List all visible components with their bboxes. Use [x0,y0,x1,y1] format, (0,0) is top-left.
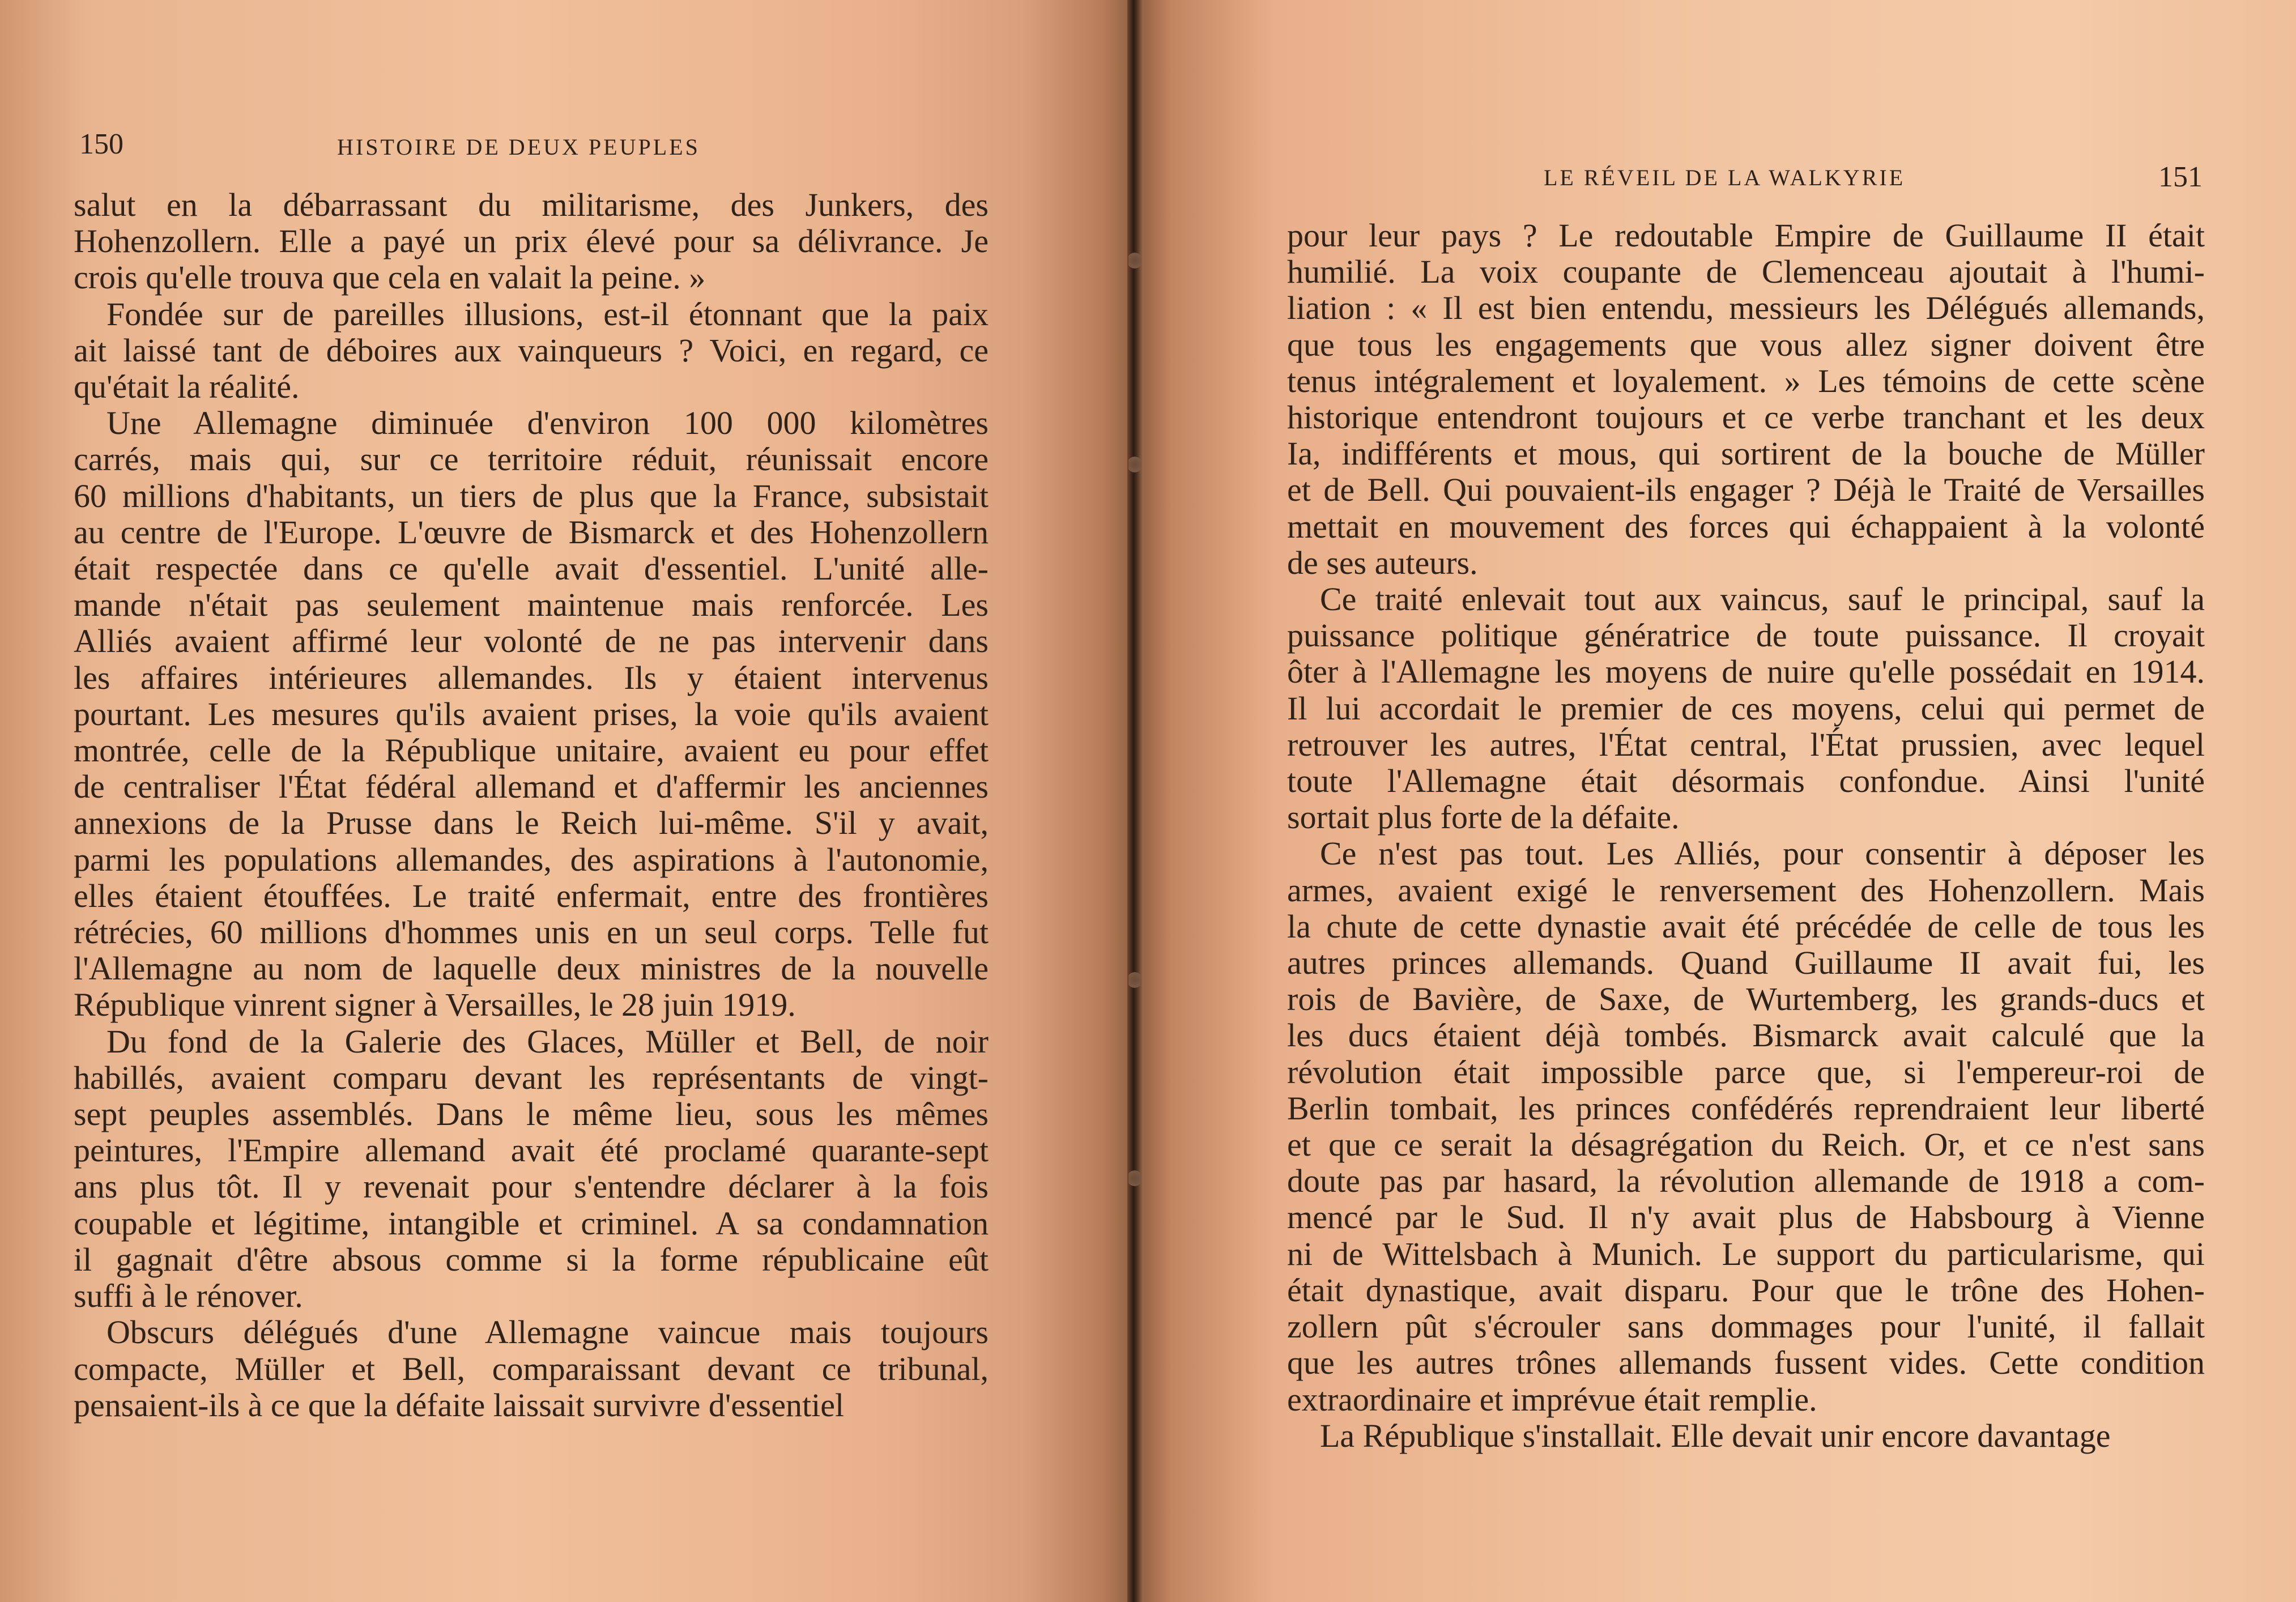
text-line: pour leur pays ? Le redoutable Empire de Guillaume II était [1287,217,2205,254]
text-line: rétrécies, 60 millions d'hommes unis en un seul corps. Telle fut [74,914,989,951]
binding-stitch [1128,249,1141,272]
text-line: pourtant. Les mesures qu'ils avaient prises, la voie qu'ils avaient [74,695,989,732]
text-line: toute l'Allemagne était désormais confondue. Ainsi l'unité [1287,762,2205,800]
text-line: ans plus tôt. Il y revenait pour s'entendre déclarer à la fois [74,1168,989,1205]
text-line: de centraliser l'État fédéral allemand et d'affermir les anciennes [74,768,989,806]
text-line: parmi les populations allemandes, des aspirations à l'autonomie, [74,841,989,878]
text-line: compacte, Müller et Bell, comparaissant devant ce tribunal, [74,1350,989,1387]
text-line: crois qu'elle trouva que cela en valait la peine. » [74,259,706,296]
text-line: La République s'installait. Elle devait unir encore davantage [1320,1417,2111,1454]
text-line: extraordinaire et imprévue était remplie. [1287,1381,1817,1418]
text-line: l'Allemagne au nom de laquelle deux ministres de la nouvelle [74,950,989,987]
text-line: révolution était impossible parce que, si l'empereur-roi de [1287,1053,2205,1090]
text-line: salut en la débarrassant du militarisme, des Junkers, des [74,186,989,223]
page-number-right: 151 [2158,161,2203,193]
text-line: tenus intégralement et loyalement. » Les témoins de cette scène [1287,362,2205,399]
right-page-body [1287,218,2205,1454]
text-line: était dynastique, avait disparu. Pour que le trône des Hohen- [1287,1271,2205,1309]
text-line: armes, avaient exigé le renversement des Hohenzollern. Mais [1287,871,2205,909]
text-line: 60 millions d'habitants, un tiers de plus que la France, subsistait [74,477,989,514]
text-line: que les autres trônes allemands fussent vides. Cette condition [1287,1344,2205,1382]
text-line: que tous les engagements que vous allez signer doivent être [1287,326,2205,363]
binding-stitch [1128,969,1141,991]
text-line: qu'était la réalité. [74,368,300,406]
text-line: Une Allemagne diminuée d'environ 100 000 kilomètres [107,404,989,442]
right-page [1136,0,2296,1602]
book-gutter [1127,0,1143,1602]
text-line: Obscurs délégués d'une Allemagne vaincue mais toujours [107,1314,989,1351]
text-line: Berlin tombait, les princes confédérés reprendraient leur liberté [1287,1089,2205,1127]
text-line: mencé par le Sud. Il n'y avait plus de Habsbourg à Vienne [1287,1199,2205,1236]
text-line: les affaires intérieures allemandes. Ils y étaient intervenus [74,659,989,696]
text-line: rois de Bavière, de Saxe, de Wurtemberg, les grands-ducs et [1287,981,2205,1018]
text-line: et que ce serait la désagrégation du Reich. Or, et ce n'est sans [1287,1126,2205,1164]
left-page [0,0,1136,1602]
text-line: humilié. La voix coupante de Clemenceau ajoutait à l'humi- [1287,253,2205,291]
text-line: suffi à le rénover. [74,1277,303,1315]
text-line: était respectée dans ce qu'elle avait d'essentiel. L'unité alle- [74,550,989,587]
binding-stitch [1128,453,1141,476]
text-line: coupable et légitime, intangible et criminel. A sa condamnation [74,1204,989,1242]
text-line: puissance politique génératrice de toute puissance. Il croyait [1287,617,2205,654]
binding-stitch [1128,1167,1141,1190]
text-line: ni de Wittelsbach à Munich. Le support du particularisme, qui [1287,1235,2205,1272]
running-head-left: HISTOIRE DE DEUX PEUPLES [337,134,700,160]
text-line: mettait en mouvement des forces qui échappaient à la volonté [1287,508,2205,545]
left-page-body [74,187,989,1424]
page-number-left: 150 [79,128,123,160]
text-line: retrouver les autres, l'État central, l'État prussien, avec lequel [1287,726,2205,763]
text-line: habillés, avaient comparu devant les représentants de vingt- [74,1059,989,1096]
text-line: Alliés avaient affirmé leur volonté de ne pas intervenir dans [74,623,989,660]
text-line: ôter à l'Allemagne les moyens de nuire qu'elle possédait en 1914. [1287,653,2205,691]
text-line: ait laissé tant de déboires aux vainqueurs ? Voici, en regard, ce [74,331,989,369]
text-line: Hohenzollern. Elle a payé un prix élevé pour sa délivrance. Je [74,223,989,260]
text-line: pensaient-ils à ce que la défaite laissait survivre d'essentiel [74,1386,845,1424]
text-line: et de Bell. Qui pouvaient-ils engager ? Déjà le Traité de Versailles [1287,471,2205,509]
text-line: au centre de l'Europe. L'œuvre de Bismarck et des Hohenzollern [74,513,989,551]
text-line: carrés, mais qui, sur ce territoire réduit, réunissait encore [74,441,989,478]
text-line: sortait plus forte de la défaite. [1287,799,1680,836]
text-line: mande n'était pas seulement maintenue mais renforcée. Les [74,586,989,624]
text-line: de ses auteurs. [1287,544,1478,581]
text-line: Ce traité enlevait tout aux vaincus, sauf le principal, sauf la [1320,581,2205,618]
text-line: elles étaient étouffées. Le traité enfermait, entre des frontières [74,877,989,914]
text-line: il gagnait d'être absous comme si la forme républicaine eût [74,1241,989,1278]
text-line: la chute de cette dynastie avait été précédée de celle de tous les [1287,907,2205,945]
text-line: Du fond de la Galerie des Glaces, Müller et Bell, de noir [107,1022,989,1060]
text-line: Fondée sur de pareilles illusions, est-il étonnant que la paix [107,295,989,333]
text-line: peintures, l'Empire allemand avait été proclamé quarante-sept [74,1132,989,1169]
text-line: République vinrent signer à Versailles, le 28 juin 1919. [74,986,796,1024]
running-head-right: LE RÉVEIL DE LA WALKYRIE [1544,165,1906,190]
text-line: doute pas par hasard, la révolution allemande de 1918 a com- [1287,1162,2205,1200]
text-line: liation : « Il est bien entendu, messieurs les Délégués allemands, [1287,289,2205,327]
text-line: autres princes allemands. Quand Guillaume II avait fui, les [1287,944,2205,982]
text-line: Ce n'est pas tout. Les Alliés, pour consentir à déposer les [1320,835,2205,872]
text-line: montrée, celle de la République unitaire, avaient eu pour effet [74,732,989,769]
text-line: zollern pût s'écrouler sans dommages pour l'unité, il fallait [1287,1308,2205,1345]
text-line: Ia, indifférents et mous, qui sortirent de la bouche de Müller [1287,435,2205,472]
text-line: Il lui accordait le premier de ces moyens, celui qui permet de [1287,689,2205,727]
text-line: historique entendront toujours et ce verbe tranchant et les deux [1287,399,2205,436]
text-line: les ducs étaient déjà tombés. Bismarck avait calculé que la [1287,1017,2205,1054]
text-line: sept peuples assemblés. Dans le même lieu, sous les mêmes [74,1096,989,1133]
text-line: annexions de la Prusse dans le Reich lui-même. S'il y avait, [74,804,989,842]
